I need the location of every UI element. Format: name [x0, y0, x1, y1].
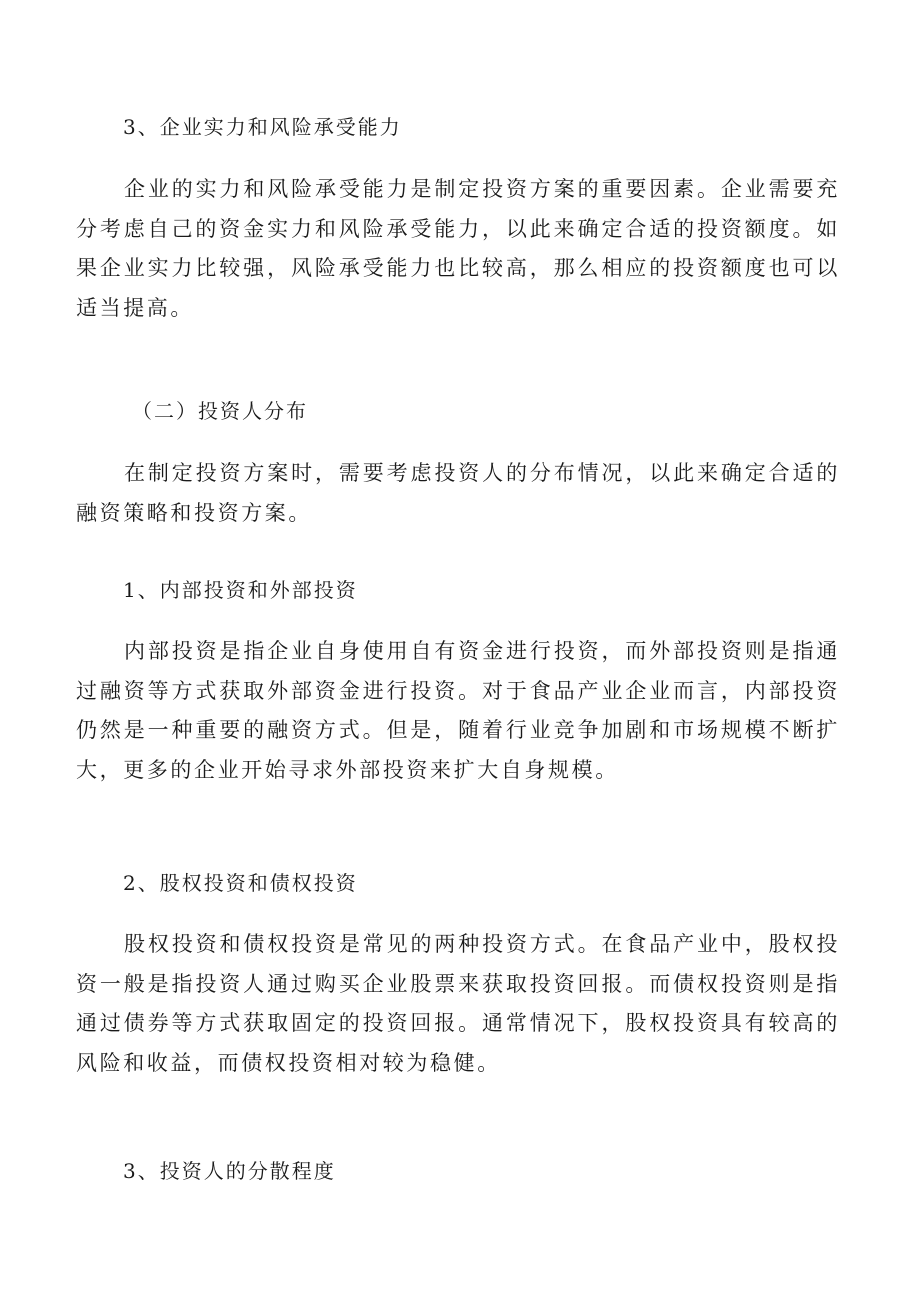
paragraph-enterprise-strength: 企业的实力和风险承受能力是制定投资方案的重要因素。企业需要充分考虑自己的资金实力和风险承受能力，以此来确定合适的投资额度。如果企业实力比较强，风险承受能力也比较高，那么相应的投资额度也可以适当提高。 — [76, 177, 840, 320]
section-heading-internal-external: 1、内部投资和外部投资 — [123, 578, 358, 602]
paragraph-internal-external: 内部投资是指企业自身使用自有资金进行投资，而外部投资则是指通过融资等方式获取外部资金进行投资。对于食品产业企业而言，内部投资仍然是一种重要的融资方式。但是，随着行业竞争加剧和市场规模不断扩大，更多的企业开始寻求外部投资来扩大自身规模。 — [76, 639, 840, 782]
section-heading-investor-dispersion: 3、投资人的分散程度 — [123, 1159, 336, 1183]
section-heading-equity-debt: 2、股权投资和债权投资 — [123, 871, 358, 895]
section-heading-enterprise-strength: 3、企业实力和风险承受能力 — [123, 115, 402, 139]
paragraph-equity-debt: 股权投资和债权投资是常见的两种投资方式。在食品产业中，股权投资一般是指投资人通过购买企业股票来获取投资回报。而债权投资则是指通过债券等方式获取固定的投资回报。通常情况下，股权投资具有较高的风险和收益，而债权投资相对较为稳健。 — [76, 932, 840, 1075]
section-heading-investor-distribution: （二）投资人分布 — [132, 399, 308, 423]
paragraph-investor-distribution: 在制定投资方案时，需要考虑投资人的分布情况，以此来确定合适的融资策略和投资方案。 — [76, 461, 840, 525]
